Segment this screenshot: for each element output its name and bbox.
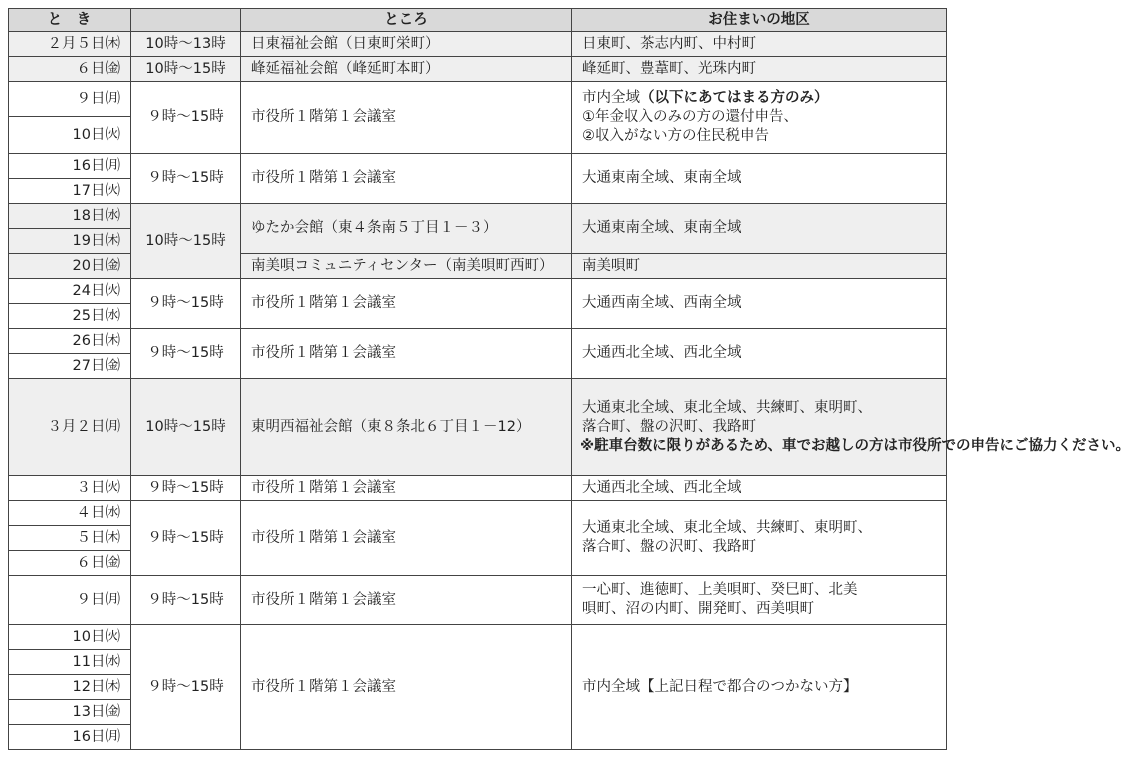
date-cell: ９日㈪ [9,576,131,625]
place-cell: 市役所１階第１会議室 [241,154,572,204]
date-cell: 19日㈭ [9,229,131,254]
area-cell [572,379,1130,476]
date-cell: ５日㈭ [9,526,131,551]
date-cell: 27日㈮ [9,354,131,379]
area-cell: 峰延町、豊葦町、光珠内町 [572,57,947,82]
time-cell: ９時～15時 [131,82,241,154]
header-where: ところ [241,9,572,32]
table-row [9,154,947,179]
date-cell: 26日㈭ [9,329,131,354]
area-cell: 大通西南全域、西南全域 [572,279,947,329]
place-cell: 市役所１階第１会議室 [241,329,572,379]
area-text: 落合町、盤の沢町、我路町 [582,418,756,435]
time-cell: 10時～13時 [131,32,241,57]
area-text: ①年金収入のみの方の還付申告、 [582,109,798,125]
table-row [9,501,947,526]
area-text: 落合町、盤の沢町、我路町 [582,539,756,555]
place-cell: 市役所１階第１会議室 [241,501,572,576]
table-row [9,625,947,650]
date-cell: ６日㈮ [9,57,131,82]
area-cell: 大通西北全域、西北全域 [572,476,947,501]
area-text: ②収入がない方の住民税申告 [582,128,769,144]
time-cell: ９時～15時 [131,476,241,501]
date-cell: 25日㈬ [9,304,131,329]
table-row [9,476,947,501]
date-cell: 18日㈬ [9,204,131,229]
place-cell: 日東福祉会館（日東町栄町） [241,32,572,57]
table-row [9,279,947,304]
time-cell: ９時～15時 [131,625,241,750]
header-row [9,9,947,32]
time-cell: ９時～15時 [131,576,241,625]
time-cell: ９時～15時 [131,154,241,204]
date-cell: ４日㈬ [9,501,131,526]
area-text: 大通東北全域、東北全域、共練町、東明町、 [582,520,872,536]
table-row [9,576,947,625]
area-cell: 市内全域【上記日程で都合のつかない方】 [572,625,947,750]
date-cell: 12日㈭ [9,675,131,700]
table-row [9,379,947,476]
date-cell: ９日㈪ [9,82,131,117]
area-text: 大通東北全域、東北全域、共練町、東明町、 [582,399,872,416]
date-cell: 20日㈮ [9,254,131,279]
header-area: お住まいの地区 [572,9,947,32]
place-cell: 市役所１階第１会議室 [241,82,572,154]
table-row [9,204,947,229]
parking-note: ※駐車台数に限りがあるため、車でお越しの方は市役所での申告にご協力ください。 [580,437,1130,454]
time-cell: ９時～15時 [131,329,241,379]
area-text: 唄町、沼の内町、開発町、西美唄町 [582,601,814,617]
table-row [9,57,947,82]
schedule-table [8,8,1130,750]
area-cell: 大通西北全域、西北全域 [572,329,947,379]
date-cell: 16日㈪ [9,154,131,179]
area-text: 一心町、進徳町、上美唄町、癸巳町、北美 [582,582,858,598]
place-cell: 市役所１階第１会議室 [241,476,572,501]
area-condition: （以下にあてはまる方のみ） [640,90,829,106]
place-cell: 市役所１階第１会議室 [241,576,572,625]
date-cell: ３月２日㈪ [9,379,131,476]
area-cell [572,82,947,154]
area-cell: 南美唄町 [572,254,947,279]
time-cell: ９時～15時 [131,501,241,576]
date-cell: 17日㈫ [9,179,131,204]
date-cell: ６日㈮ [9,551,131,576]
area-cell [572,576,947,625]
place-cell: 東明西福祉会館（東８条北６丁目１－12） [241,379,572,476]
date-cell: 10日㈫ [9,117,131,154]
header-time [131,9,241,32]
area-text: 市内全域 [582,90,640,106]
time-cell: 10時～15時 [131,379,241,476]
date-cell: 13日㈮ [9,700,131,725]
table-row [9,82,947,117]
place-cell: 市役所１階第１会議室 [241,625,572,750]
table-row [9,329,947,354]
date-cell: 11日㈬ [9,650,131,675]
date-cell: ２月５日㈭ [9,32,131,57]
date-cell: 10日㈫ [9,625,131,650]
place-cell: 峰延福祉会館（峰延町本町） [241,57,572,82]
time-cell: ９時～15時 [131,279,241,329]
date-cell: 24日㈫ [9,279,131,304]
place-cell: ゆたか会館（東４条南５丁目１－３） [241,204,572,254]
area-cell: 日東町、茶志内町、中村町 [572,32,947,57]
date-cell: ３日㈫ [9,476,131,501]
area-cell: 大通東南全域、東南全域 [572,154,947,204]
date-cell: 16日㈪ [9,725,131,750]
table-row [9,32,947,57]
time-cell: 10時～15時 [131,57,241,82]
area-cell [572,501,947,576]
place-cell: 南美唄コミュニティセンター（南美唄町西町） [241,254,572,279]
place-cell: 市役所１階第１会議室 [241,279,572,329]
area-cell: 大通東南全域、東南全域 [572,204,947,254]
header-when: と き [9,9,131,32]
time-cell: 10時～15時 [131,204,241,279]
